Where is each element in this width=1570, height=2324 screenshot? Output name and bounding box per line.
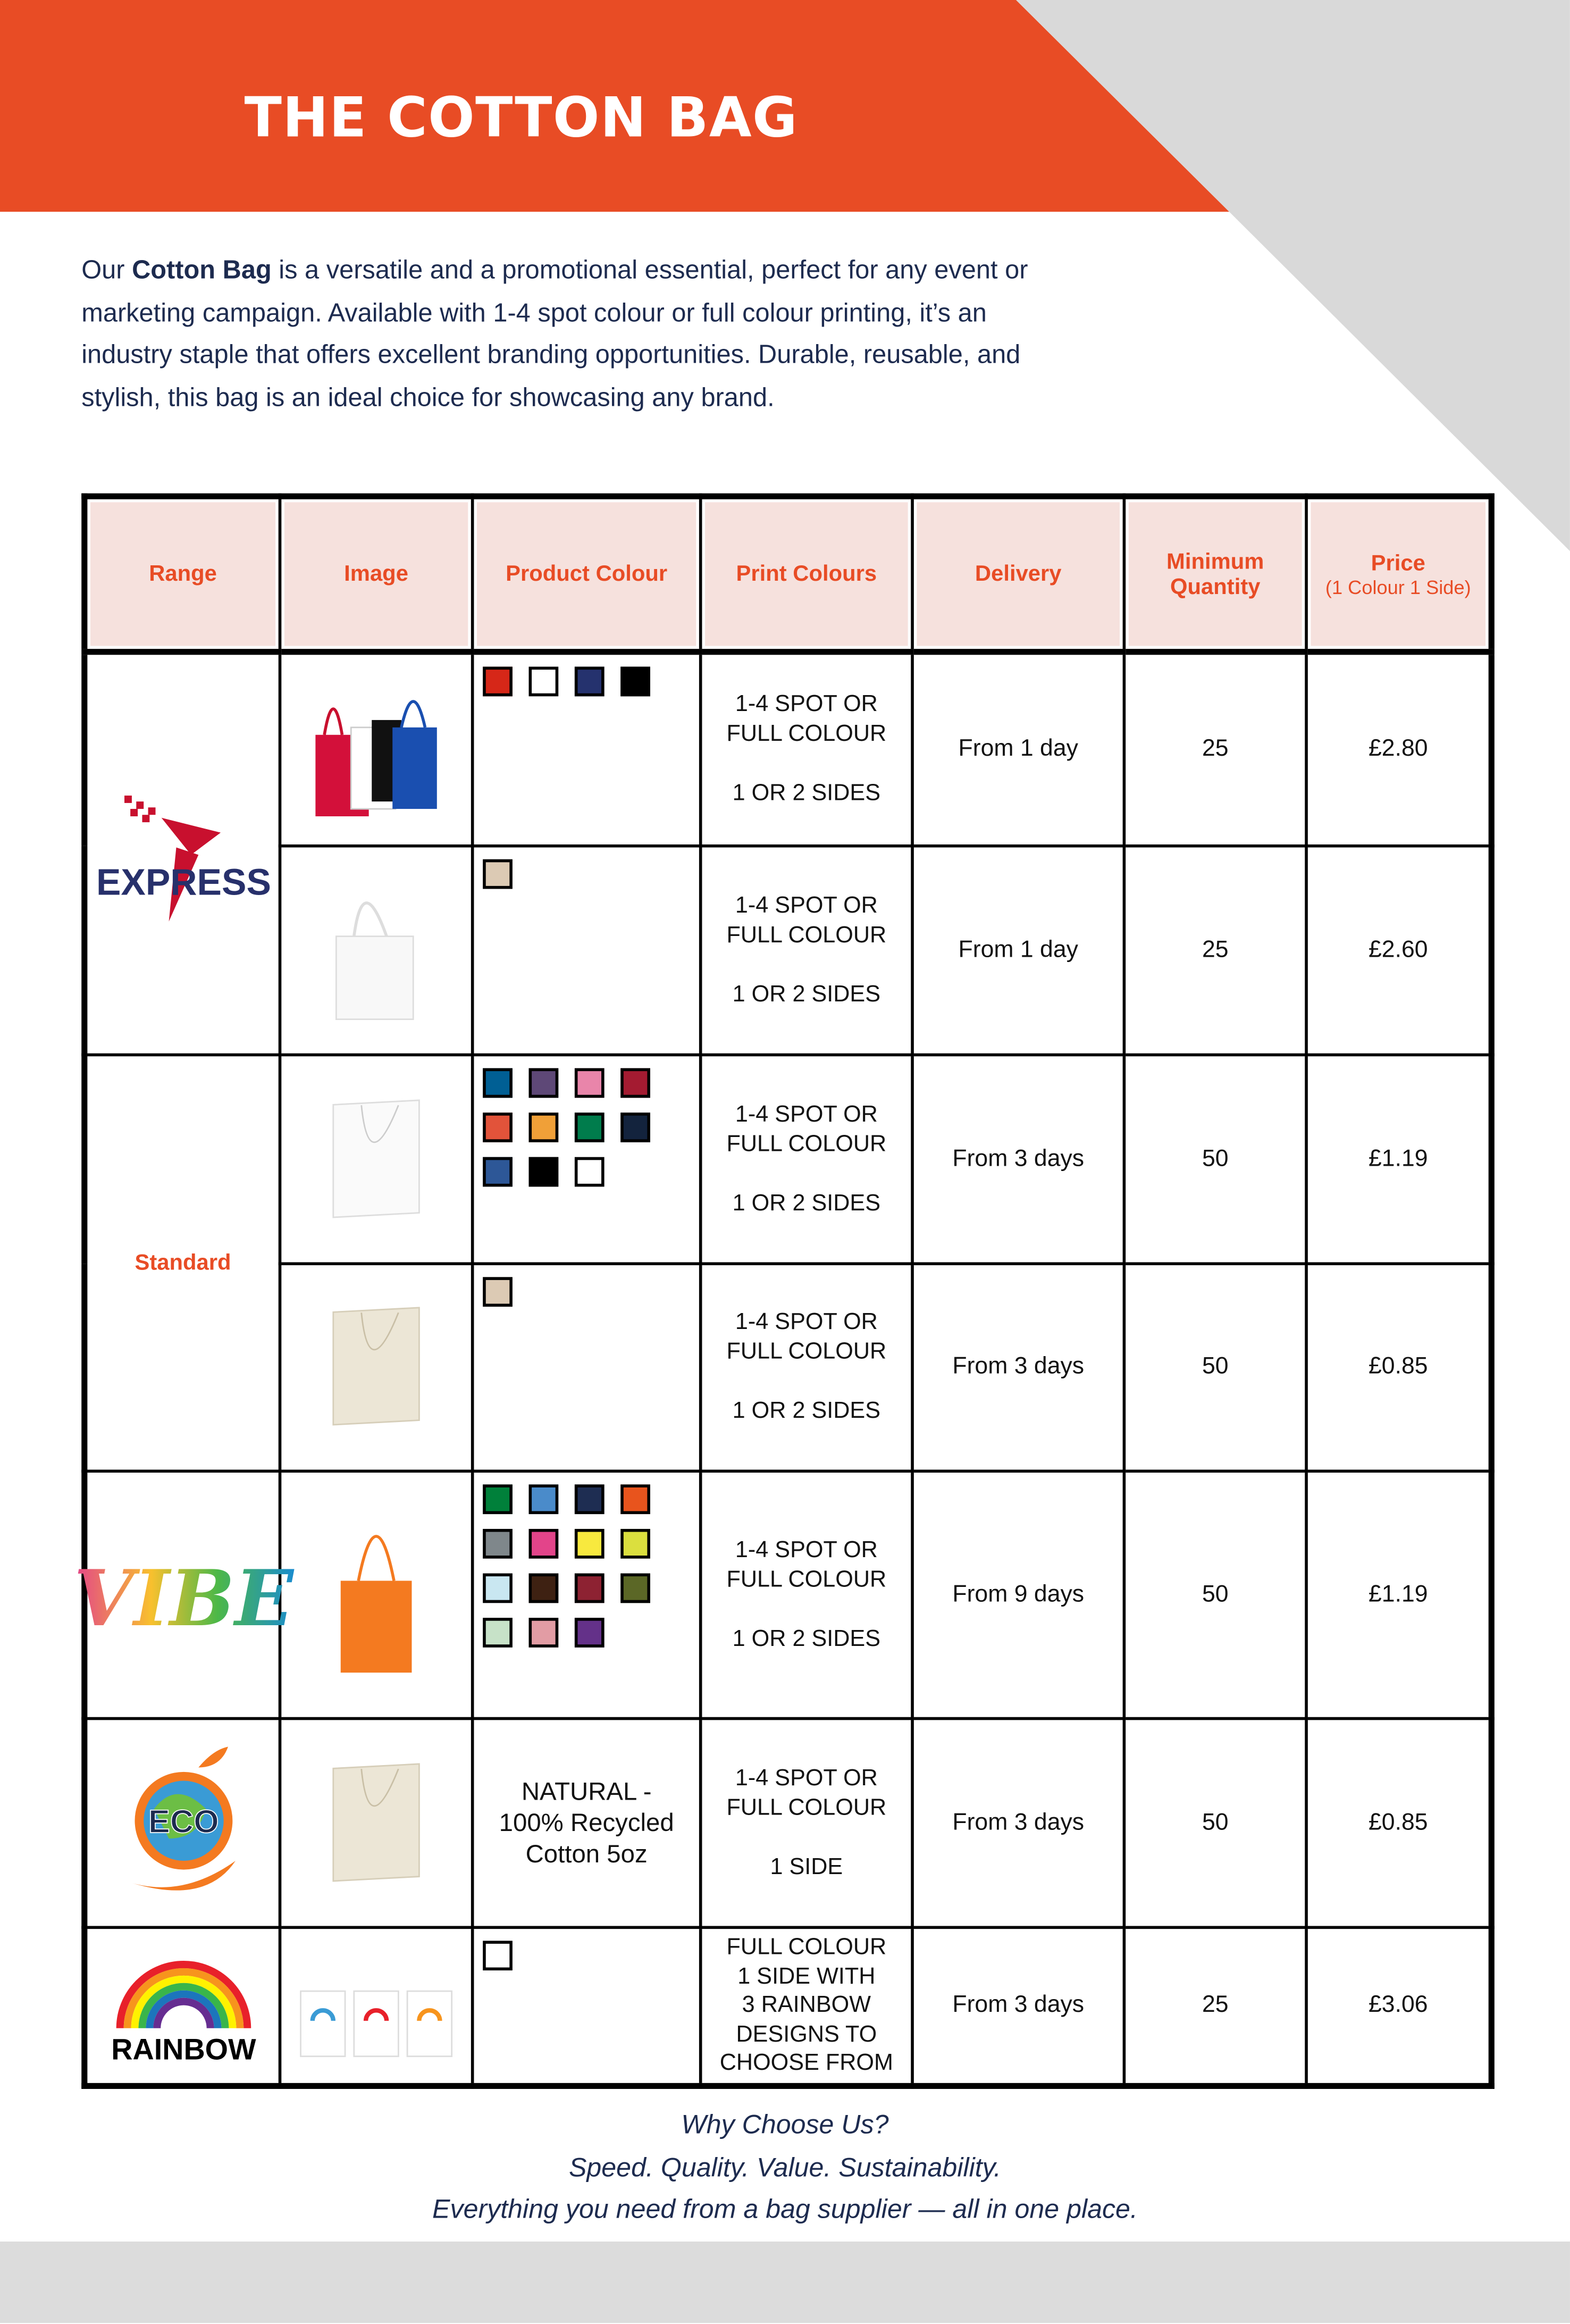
colour-swatches bbox=[474, 1265, 699, 1318]
price-cell: £1.19 bbox=[1306, 1055, 1491, 1264]
min-qty-cell: 50 bbox=[1124, 1055, 1306, 1264]
colour-swatches bbox=[474, 655, 699, 708]
print-sides: 1 OR 2 SIDES bbox=[732, 1190, 881, 1216]
min-qty-cell: 50 bbox=[1124, 1471, 1306, 1718]
colour-swatch bbox=[575, 1157, 605, 1187]
print-sides: 1 OR 2 SIDES bbox=[732, 1398, 881, 1424]
colour-swatch bbox=[529, 1157, 559, 1187]
range-rainbow bbox=[85, 1927, 280, 2086]
header-product-colour: Product Colour bbox=[473, 496, 701, 652]
colour-swatch bbox=[575, 1574, 605, 1603]
colour-swatches bbox=[474, 847, 699, 900]
header-range: Range bbox=[85, 496, 280, 652]
intro-bold: Cotton Bag bbox=[132, 255, 272, 285]
range-express bbox=[85, 652, 280, 1055]
print-line: DESIGNS TO bbox=[736, 2021, 877, 2047]
min-qty-cell: 25 bbox=[1124, 1927, 1306, 2086]
colour-swatch bbox=[620, 1529, 650, 1559]
bag-image-white bbox=[324, 1093, 428, 1226]
table-row bbox=[85, 1471, 1492, 1718]
print-colours-cell bbox=[701, 1471, 912, 1718]
product-image bbox=[280, 846, 473, 1055]
eco-logo bbox=[116, 1734, 250, 1912]
print-line: FULL COLOUR bbox=[726, 1339, 887, 1365]
product-image bbox=[280, 1471, 473, 1718]
print-line: FULL COLOUR bbox=[726, 1794, 887, 1820]
colour-swatch bbox=[483, 1113, 513, 1142]
footer-tagline bbox=[0, 2104, 1570, 2230]
print-line: 1-4 SPOT OR bbox=[735, 1309, 878, 1335]
colour-swatch bbox=[575, 1618, 605, 1648]
print-line: 3 RAINBOW bbox=[742, 1993, 871, 2018]
bag-image-natural bbox=[324, 1757, 428, 1890]
print-line: 1-4 SPOT OR bbox=[735, 1101, 878, 1127]
colour-swatch bbox=[483, 1574, 513, 1603]
range-standard: Standard bbox=[85, 1055, 280, 1471]
bag-image-coloured bbox=[309, 675, 443, 824]
intro-pre: Our bbox=[81, 255, 132, 285]
header-delivery: Delivery bbox=[912, 496, 1124, 652]
print-sides: 1 OR 2 SIDES bbox=[732, 1626, 881, 1651]
delivery-cell: From 3 days bbox=[912, 1055, 1124, 1264]
bag-image-orange bbox=[332, 1506, 421, 1684]
min-qty-cell: 25 bbox=[1124, 652, 1306, 846]
colour-swatch bbox=[575, 1529, 605, 1559]
header-price bbox=[1306, 496, 1491, 652]
table-row bbox=[85, 1927, 1492, 2086]
colour-swatch bbox=[575, 1068, 605, 1098]
colour-swatch bbox=[620, 1574, 650, 1603]
product-colour-cell bbox=[473, 1719, 701, 1928]
colour-swatch bbox=[483, 1484, 513, 1514]
colour-swatch bbox=[483, 1941, 513, 1970]
print-colours-cell bbox=[701, 652, 912, 846]
colour-swatch bbox=[483, 1068, 513, 1098]
svg-text:EXPRESS: EXPRESS bbox=[95, 860, 271, 902]
colour-swatches bbox=[474, 1056, 699, 1198]
bag-image-rainbow bbox=[295, 1947, 457, 2066]
colour-swatch bbox=[483, 1157, 513, 1187]
colour-swatch bbox=[483, 859, 513, 889]
price-cell: £0.85 bbox=[1306, 1719, 1491, 1928]
table-row bbox=[85, 1719, 1492, 1928]
product-image bbox=[280, 1719, 473, 1928]
print-sides: 1 OR 2 SIDES bbox=[732, 981, 881, 1007]
product-table bbox=[73, 494, 1495, 2089]
price-cell: £0.85 bbox=[1306, 1264, 1491, 1471]
colour-swatch bbox=[575, 1484, 605, 1514]
product-image bbox=[280, 652, 473, 846]
colour-swatch bbox=[620, 1484, 650, 1514]
colour-swatch bbox=[529, 1484, 559, 1514]
svg-text:ECO: ECO bbox=[147, 1802, 219, 1839]
table-row bbox=[85, 1055, 1492, 1264]
page-title: THE COTTON BAG bbox=[244, 86, 799, 150]
vibe-logo bbox=[73, 1550, 293, 1643]
natural-line: NATURAL - bbox=[521, 1777, 652, 1806]
delivery-cell: From 3 days bbox=[912, 1927, 1124, 2086]
product-colour-cell bbox=[473, 1927, 701, 2086]
range-eco bbox=[85, 1719, 280, 1928]
delivery-cell: From 1 day bbox=[912, 652, 1124, 846]
product-colour-cell bbox=[473, 1055, 701, 1264]
colour-swatches bbox=[474, 1473, 699, 1659]
product-colour-cell bbox=[473, 652, 701, 846]
delivery-cell: From 3 days bbox=[912, 1719, 1124, 1928]
table-row bbox=[85, 1264, 1492, 1471]
header-image: Image bbox=[280, 496, 473, 652]
colour-swatch bbox=[575, 1113, 605, 1142]
range-vibe bbox=[73, 1471, 293, 1718]
price-sublabel: (1 Colour 1 Side) bbox=[1325, 575, 1471, 598]
colour-swatch bbox=[575, 667, 605, 697]
bag-image-natural bbox=[324, 1301, 428, 1434]
print-colours-cell bbox=[701, 1719, 912, 1928]
svg-text:RAINBOW: RAINBOW bbox=[110, 2033, 256, 2066]
delivery-cell: From 1 day bbox=[912, 846, 1124, 1055]
delivery-cell: From 3 days bbox=[912, 1264, 1124, 1471]
intro-paragraph bbox=[81, 249, 1029, 418]
product-image bbox=[280, 1264, 473, 1471]
colour-swatch bbox=[529, 1574, 559, 1603]
price-cell: £3.06 bbox=[1306, 1927, 1491, 2086]
table-header-row bbox=[85, 496, 1492, 652]
footer-line: Everything you need from a bag supplier — all in one place. bbox=[432, 2194, 1138, 2224]
price-label: Price bbox=[1371, 550, 1425, 576]
colour-swatch bbox=[529, 1068, 559, 1098]
min-qty-cell: 25 bbox=[1124, 846, 1306, 1055]
colour-swatch bbox=[620, 1113, 650, 1142]
natural-line: 100% Recycled bbox=[499, 1809, 674, 1837]
print-line: 1 SIDE WITH bbox=[737, 1964, 876, 1989]
header-print-colours: Print Colours bbox=[701, 496, 912, 652]
bag-image-white bbox=[324, 876, 428, 1025]
bottom-bar bbox=[0, 2242, 1570, 2323]
colour-swatch bbox=[529, 667, 559, 697]
min-qty-cell: 50 bbox=[1124, 1264, 1306, 1471]
express-logo bbox=[94, 788, 272, 921]
print-line: FULL COLOUR bbox=[726, 1935, 887, 1961]
print-colours-cell bbox=[701, 1927, 912, 2086]
print-line: CHOOSE FROM bbox=[719, 2051, 894, 2076]
print-colours-cell bbox=[701, 846, 912, 1055]
colour-swatch bbox=[529, 1618, 559, 1648]
intro-post: is a versatile and a promotional essential, perfect for any event or marketing campaign. Available with 1-4 spot colour or full colour printing, it’s an industry staple that offers excellent branding opportunities. Durable, reusable, and stylish, this bag is an ideal choice for showcasing any brand. bbox=[81, 255, 1028, 412]
colour-swatch bbox=[483, 667, 513, 697]
print-line: FULL COLOUR bbox=[726, 922, 887, 948]
colour-swatch bbox=[483, 1529, 513, 1559]
delivery-cell: From 9 days bbox=[912, 1471, 1124, 1718]
product-colour-cell bbox=[473, 1471, 701, 1718]
colour-swatch bbox=[620, 1068, 650, 1098]
print-sides: 1 OR 2 SIDES bbox=[732, 781, 881, 806]
print-line: FULL COLOUR bbox=[726, 1566, 887, 1592]
print-colours-cell bbox=[701, 1055, 912, 1264]
print-sides: 1 SIDE bbox=[770, 1854, 843, 1879]
colour-swatch bbox=[529, 1529, 559, 1559]
table-row bbox=[85, 652, 1492, 846]
header-min-qty: Minimum Quantity bbox=[1124, 496, 1306, 652]
colour-swatches bbox=[474, 1929, 699, 1982]
colour-swatch bbox=[483, 1618, 513, 1648]
price-cell: £2.80 bbox=[1306, 652, 1491, 846]
product-image bbox=[280, 1055, 473, 1264]
svg-text:VIBE: VIBE bbox=[73, 1552, 293, 1643]
print-line: 1-4 SPOT OR bbox=[735, 691, 878, 717]
table-row bbox=[85, 846, 1492, 1055]
print-line: 1-4 SPOT OR bbox=[735, 1537, 878, 1562]
natural-line: Cotton 5oz bbox=[525, 1840, 648, 1868]
footer-line: Speed. Quality. Value. Sustainability. bbox=[568, 2152, 1001, 2182]
product-image bbox=[280, 1927, 473, 2086]
colour-swatch bbox=[620, 667, 650, 697]
product-colour-cell bbox=[473, 1264, 701, 1471]
colour-swatch bbox=[529, 1113, 559, 1142]
print-line: 1-4 SPOT OR bbox=[735, 1765, 878, 1791]
rainbow-logo bbox=[102, 1947, 264, 2066]
print-line: FULL COLOUR bbox=[726, 1131, 887, 1157]
price-cell: £2.60 bbox=[1306, 846, 1491, 1055]
print-line: 1-4 SPOT OR bbox=[735, 892, 878, 918]
min-qty-cell: 50 bbox=[1124, 1719, 1306, 1928]
print-line: FULL COLOUR bbox=[726, 721, 887, 747]
footer-line: Why Choose Us? bbox=[681, 2109, 889, 2139]
colour-swatch bbox=[483, 1277, 513, 1307]
price-cell: £1.19 bbox=[1306, 1471, 1491, 1718]
print-colours-cell bbox=[701, 1264, 912, 1471]
product-colour-cell bbox=[473, 846, 701, 1055]
